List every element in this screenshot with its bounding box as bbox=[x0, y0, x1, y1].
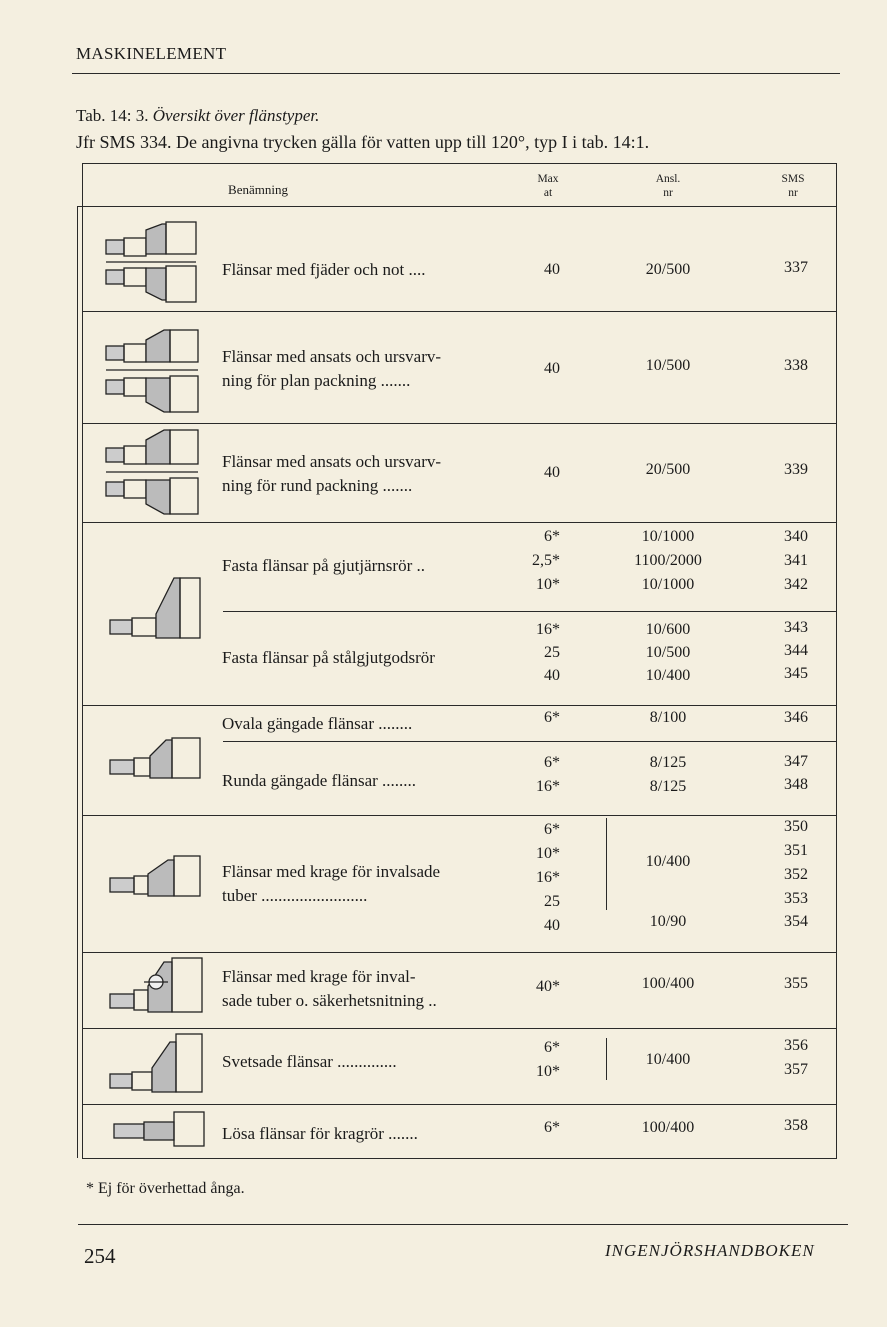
sms-value: 344 bbox=[784, 642, 808, 659]
row-label: Svetsade flänsar .............. bbox=[222, 1052, 397, 1071]
ansl-value: 10/500 bbox=[645, 357, 691, 374]
header-name: Benämning bbox=[228, 182, 288, 197]
sms-value: 338 bbox=[784, 357, 808, 374]
ansl-value: 10/600 bbox=[645, 621, 691, 638]
sms-value: 350 bbox=[784, 818, 808, 835]
row-label: Ovala gängade flänsar ........ bbox=[222, 714, 413, 733]
ansl-value: 8/125 bbox=[649, 778, 687, 795]
header-rule bbox=[72, 73, 840, 74]
flange-figure-riveted-collar bbox=[108, 956, 208, 1020]
ansl-value: 10/400 bbox=[645, 667, 691, 684]
row-rule bbox=[83, 815, 836, 816]
sms-value: 357 bbox=[784, 1061, 808, 1078]
row-label: Flänsar med fjäder och not .... bbox=[222, 260, 426, 279]
row-label: Fasta flänsar på stålgjutgodsrör bbox=[222, 648, 435, 667]
row-rule bbox=[223, 741, 836, 742]
sms-value: 356 bbox=[784, 1037, 808, 1054]
table-bottom-rule bbox=[83, 1158, 836, 1159]
max-value: 40 bbox=[544, 360, 560, 377]
sms-value: 346 bbox=[784, 709, 808, 726]
max-value: 25 bbox=[544, 644, 560, 661]
max-value: 6* bbox=[544, 1039, 560, 1056]
ansl-value: 10/500 bbox=[645, 644, 691, 661]
max-value: 40 bbox=[544, 667, 560, 684]
group-brace bbox=[606, 818, 607, 910]
row-label-line1: Flänsar med krage för invalsade bbox=[222, 862, 441, 881]
ansl-value: 10/1000 bbox=[641, 528, 695, 545]
sms-value: 345 bbox=[784, 665, 808, 682]
sms-value: 341 bbox=[784, 552, 808, 569]
max-value: 40 bbox=[544, 464, 560, 481]
row-label-line1: Flänsar med ansats och ursvarv- bbox=[222, 347, 442, 366]
caption-title: Översikt över flänstyper. bbox=[152, 106, 320, 125]
max-value: 10* bbox=[536, 845, 560, 862]
max-value: 25 bbox=[544, 893, 560, 910]
max-value: 2,5* bbox=[532, 552, 560, 569]
header-rule-bottom bbox=[77, 206, 837, 207]
row-label: Fasta flänsar på gjutjärnsrör .. bbox=[222, 556, 425, 575]
header-ansl-1: Ansl. bbox=[655, 173, 681, 185]
ansl-value: 8/125 bbox=[649, 754, 687, 771]
max-value: 16* bbox=[536, 869, 560, 886]
sms-value: 340 bbox=[784, 528, 808, 545]
row-rule bbox=[223, 611, 836, 612]
row-rule bbox=[83, 705, 836, 706]
row-rule bbox=[83, 1028, 836, 1029]
row-label-line2: ning för rund packning ....... bbox=[222, 476, 413, 495]
running-head: MASKINELEMENT bbox=[76, 44, 227, 63]
sms-value: 348 bbox=[784, 776, 808, 793]
sms-value: 353 bbox=[784, 890, 808, 907]
table-caption bbox=[76, 106, 319, 126]
flange-figure-plain-gasket bbox=[104, 328, 200, 416]
caption-prefix: Tab. 14: 3. bbox=[76, 106, 149, 125]
max-value: 40* bbox=[536, 978, 560, 995]
flange-figure-loose bbox=[112, 1110, 208, 1150]
ansl-value: 20/500 bbox=[645, 261, 691, 278]
max-value: 16* bbox=[536, 778, 560, 795]
header-sms-2: nr bbox=[788, 187, 798, 199]
figure-column-rule bbox=[77, 206, 78, 1158]
max-value: 16* bbox=[536, 621, 560, 638]
header-max-1: Max bbox=[537, 173, 559, 185]
ansl-value: 10/1000 bbox=[641, 576, 695, 593]
ansl-value: 100/400 bbox=[641, 975, 695, 992]
max-value: 6* bbox=[544, 754, 560, 771]
row-rule bbox=[83, 311, 836, 312]
ansl-value: 8/100 bbox=[649, 709, 687, 726]
ansl-value: 10/400 bbox=[645, 1051, 691, 1068]
row-rule bbox=[83, 1104, 836, 1105]
flange-figure-threaded bbox=[108, 734, 204, 784]
row-label: Lösa flänsar för kragrör ....... bbox=[222, 1124, 418, 1143]
max-value: 40 bbox=[544, 261, 560, 278]
footnote: * Ej för överhettad ånga. bbox=[86, 1180, 245, 1197]
sms-value: 347 bbox=[784, 753, 808, 770]
row-label: Runda gängade flänsar ........ bbox=[222, 771, 417, 790]
ansl-value: 100/400 bbox=[641, 1119, 695, 1136]
max-value: 6* bbox=[544, 528, 560, 545]
sms-value: 352 bbox=[784, 866, 808, 883]
sms-value: 337 bbox=[784, 259, 808, 276]
sms-value: 354 bbox=[784, 913, 808, 930]
max-value: 6* bbox=[544, 821, 560, 838]
header-sms-1: SMS bbox=[781, 173, 805, 185]
max-value: 6* bbox=[544, 1119, 560, 1136]
row-label-line2: tuber ......................... bbox=[222, 886, 368, 905]
sms-value: 343 bbox=[784, 619, 808, 636]
sms-value: 351 bbox=[784, 842, 808, 859]
flange-figure-round-gasket bbox=[104, 428, 200, 518]
sms-value: 358 bbox=[784, 1117, 808, 1134]
ansl-value: 10/90 bbox=[649, 913, 687, 930]
row-rule bbox=[83, 522, 836, 523]
max-value: 10* bbox=[536, 576, 560, 593]
flange-figure-tongue-groove bbox=[104, 220, 200, 306]
footer-rule bbox=[78, 1224, 848, 1225]
sms-value: 355 bbox=[784, 975, 808, 992]
ansl-value: 20/500 bbox=[645, 461, 691, 478]
max-value: 6* bbox=[544, 709, 560, 726]
header-ansl-2: nr bbox=[663, 187, 673, 199]
page-number: 254 bbox=[84, 1244, 116, 1268]
book-title: INGENJÖRSHANDBOKEN bbox=[605, 1241, 815, 1260]
caption-note: Jfr SMS 334. De angivna trycken gälla för vatten upp till 120°, typ I i tab. 14:1. bbox=[76, 132, 650, 152]
flange-figure-collar bbox=[108, 852, 204, 900]
ansl-value: 1100/2000 bbox=[634, 552, 702, 569]
row-label-line2: sade tuber o. säkerhetsnitning .. bbox=[222, 991, 437, 1010]
row-label-line1: Flänsar med ansats och ursvarv- bbox=[222, 452, 442, 471]
group-brace bbox=[606, 1038, 607, 1080]
row-rule bbox=[83, 952, 836, 953]
max-value: 40 bbox=[544, 917, 560, 934]
ansl-value: 10/400 bbox=[645, 853, 691, 870]
flange-figure-fixed bbox=[108, 574, 204, 644]
header-max-2: at bbox=[543, 187, 553, 199]
flange-figure-welded bbox=[108, 1032, 208, 1098]
row-label-line2: ning för plan packning ....... bbox=[222, 371, 411, 390]
sms-value: 342 bbox=[784, 576, 808, 593]
sms-value: 339 bbox=[784, 461, 808, 478]
row-label-line1: Flänsar med krage för inval- bbox=[222, 967, 416, 986]
row-rule bbox=[83, 423, 836, 424]
max-value: 10* bbox=[536, 1063, 560, 1080]
